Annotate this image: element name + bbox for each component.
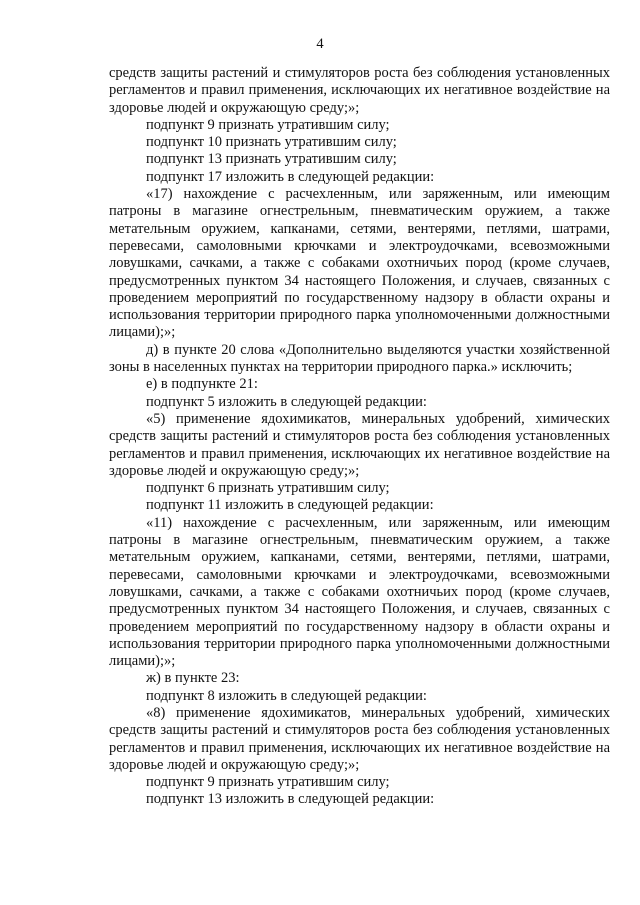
page-number: 4 (316, 36, 324, 52)
paragraph-continuation: средств защиты растений и стимуляторов роста без соблюдения установленных регламентов и правил применения, исключающих их негативное воздействие на здоровье людей и окружающую среду;»; (109, 65, 610, 116)
paragraph-subitem-9-repeal: подпункт 9 признать утратившим силу; (146, 116, 390, 133)
paragraph-item-d: д) в пункте 20 слова «Дополнительно выделяются участки хозяйственной зоны в населенных пунктах на территории природного парка.» исключить; (109, 341, 610, 376)
paragraph-subitem-11-intro: подпункт 11 изложить в следующей редакции: (146, 497, 434, 514)
paragraph-subitem-5-text: «5) применение ядохимикатов, минеральных удобрений, химических средств защиты растений и стимуляторов роста без соблюдения установленных регламентов и правил применения, исключающих их негативное воздействие на здоровье людей и окружающую среду;»; (109, 410, 610, 479)
paragraph-subitem-8-text: «8) применение ядохимикатов, минеральных удобрений, химических средств защиты растений и стимуляторов роста без соблюдения установленных регламентов и правил применения, исключающих их негативное воздействие на здоровье людей и окружающую среду;»; (109, 704, 610, 773)
paragraph-subitem-10-repeal: подпункт 10 признать утратившим силу; (146, 134, 397, 151)
paragraph-subitem-13-intro: подпункт 13 изложить в следующей редакции: (146, 791, 435, 808)
paragraph-subitem-11-text: «11) нахождение с расчехленным, или заряженным, или имеющим патроны в магазине огнестрельным, пневматическим оружием, а также метательным оружием, капканами, сетями, вентерями, петлями, шатрами, перевесами, самоловными крючками и электроудочками, всевозможными ловушками, сачками, а также с собаками охотничьих пород (кроме случаев, предусмотренных пунктом 34 настоящего Положения, и случаев, связанных с проведением мероприятий по государственному надзору в области охраны и использования территории природного парка уполномоченными должностными лицами);»; (109, 514, 610, 670)
paragraph-subitem-5-intro: подпункт 5 изложить в следующей редакции: (146, 393, 427, 410)
paragraph-subitem-9-repeal-2: подпункт 9 признать утратившим силу; (146, 774, 390, 791)
paragraph-subitem-13-repeal: подпункт 13 признать утратившим силу; (146, 151, 397, 168)
paragraph-subitem-17-text: «17) нахождение с расчехленным, или заряженным, или имеющим патроны в магазине огнестрельным, пневматическим оружием, а также метательным оружием, капканами, сетями, вентерями, петлями, шатрами, перевесами, самоловными крючками и электроудочками, всевозможными ловушками, сачками, а также с собаками охотничьих пород (кроме случаев, предусмотренных пунктом 34 настоящего Положения, и случаев, связанных с проведением мероприятий по государственному надзору в области охраны и использования территории природного парка уполномоченными должностными лицами);»; (109, 186, 610, 341)
paragraph-item-zh: ж) в пункте 23: (146, 670, 240, 687)
paragraph-subitem-6-repeal: подпункт 6 признать утратившим силу; (146, 480, 390, 497)
paragraph-subitem-17-intro: подпункт 17 изложить в следующей редакции: (146, 168, 435, 185)
document-body (109, 65, 610, 809)
paragraph-subitem-8-intro: подпункт 8 изложить в следующей редакции: (146, 687, 427, 704)
paragraph-item-e: е) в подпункте 21: (146, 376, 258, 393)
